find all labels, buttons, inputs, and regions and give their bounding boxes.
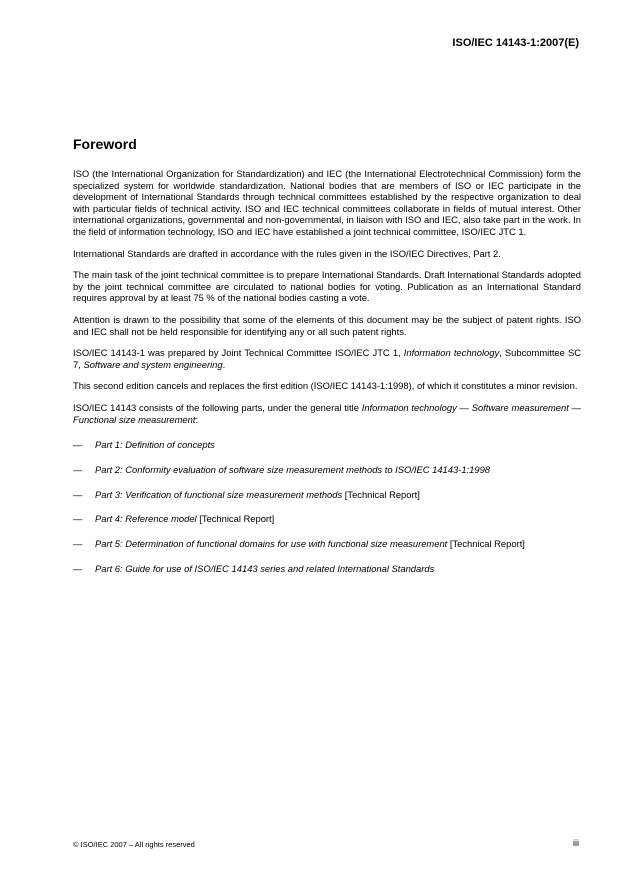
paragraph-prepared-by bbox=[73, 347, 581, 370]
paragraph-edition: This second edition cancels and replaces the first edition (ISO/IEC 14143-1:1998), of which it constitutes a minor revision. bbox=[73, 380, 578, 392]
series-text-c: : bbox=[195, 413, 199, 425]
list-dash: — bbox=[73, 538, 83, 550]
prepared-by-text-a: ISO/IEC 14143-1 was prepared by Joint Technical Committee ISO/IEC JTC 1, bbox=[73, 347, 404, 359]
parts-list bbox=[73, 439, 581, 588]
document-id-header: ISO/IEC 14143-1:2007(E) bbox=[452, 37, 579, 49]
list-item bbox=[73, 489, 581, 514]
series-text-a: ISO/IEC 14143 consists of the following parts, under the general title bbox=[73, 401, 362, 413]
series-general-title: Information technology — Software measurement — Functional size measurement bbox=[73, 401, 581, 425]
prepared-by-text-e: . bbox=[222, 358, 226, 370]
list-dash: — bbox=[73, 439, 83, 451]
prepared-by-text-c: , Subcommittee SC 7, bbox=[73, 347, 582, 370]
committee-title-italic: Information technology bbox=[403, 347, 500, 359]
subcommittee-title-italic: Software and system engineering bbox=[83, 358, 223, 370]
paragraph-drafting-rules: International Standards are drafted in accordance with the rules given in the ISO/IEC Directives, Part 2. bbox=[73, 247, 501, 259]
list-item bbox=[73, 563, 581, 588]
list-dash: — bbox=[73, 513, 83, 525]
list-dash: — bbox=[73, 488, 83, 500]
paragraph-patent-rights: Attention is drawn to the possibility that some of the elements of this document may be the subject of patent rights. ISO and IEC shall not be held responsible for identifying any or all such patent rights. bbox=[73, 313, 581, 337]
part-title: Part 1: Definition of concepts bbox=[95, 439, 215, 451]
part-title: Part 2: Conformity evaluation of software size measurement methods to ISO/IEC 14143-1:1998 bbox=[95, 463, 490, 475]
list-dash: — bbox=[73, 563, 83, 575]
page-number: iii bbox=[573, 838, 579, 848]
part-suffix: [Technical Report] bbox=[342, 488, 420, 500]
paragraph-iso-iec-intro: ISO (the International Organization for Standardization) and IEC (the International Electrotechnical Commission) form the specialized system for worldwide standardization. National bodies that are members of ISO or IEC participate in the development of International Standards through technical committees established by the respective organization to deal with particular fields of technical activity. ISO and IEC technical committees collaborate in fields of mutual interest. Other international organizations, governmental and non-governmental, in liaison with ISO and IEC, also take part in the work. In the field of information technology, ISO and IEC have established a joint technical committee, ISO/IEC JTC 1. bbox=[73, 168, 581, 237]
part-title: Part 6: Guide for use of ISO/IEC 14143 series and related International Standards bbox=[95, 563, 435, 575]
part-title: Part 3: Verification of functional size measurement methods bbox=[95, 488, 343, 500]
part-suffix: [Technical Report] bbox=[447, 538, 525, 550]
list-item bbox=[73, 439, 581, 464]
paragraph-series-parts bbox=[73, 402, 581, 425]
list-item bbox=[73, 538, 581, 563]
part-title: Part 4: Reference model bbox=[95, 513, 197, 525]
part-suffix: [Technical Report] bbox=[196, 513, 275, 525]
paragraph-main-task: The main task of the joint technical committee is to prepare International Standards. Draft International Standards adopted by the joint technical committee are circulated to national bodies for voting. Publication as an International Standard requires approval by at least 75 % of the national bodies casting a vote. bbox=[73, 269, 581, 304]
list-item bbox=[73, 513, 581, 538]
part-title: Part 5: Determination of functional domains for use with functional size measurement bbox=[95, 538, 448, 550]
list-item bbox=[73, 464, 581, 489]
list-dash: — bbox=[73, 463, 83, 475]
copyright-footer: © ISO/IEC 2007 – All rights reserved bbox=[73, 840, 195, 849]
page-title: Foreword bbox=[73, 136, 137, 152]
foreword-body bbox=[73, 168, 581, 588]
